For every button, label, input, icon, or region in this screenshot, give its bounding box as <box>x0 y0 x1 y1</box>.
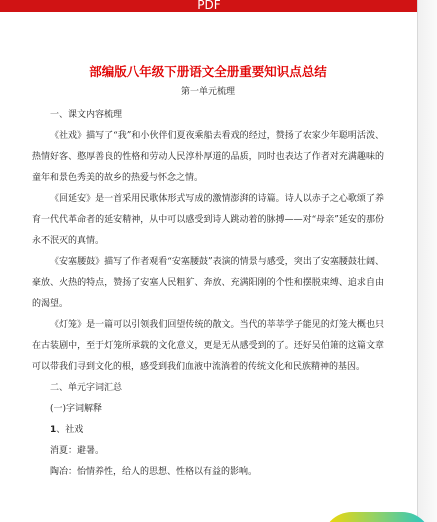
paragraph-ansai-yaogu: 《安塞腰鼓》描写了作者观看“安塞腰鼓”表演的情景与感受，突出了安塞腰鼓壮阔、豪放、火热的特点，赞扬了安塞人民粗犷、奔放、充满阳刚的个性和摆脱束缚、追求自由的渴望。 <box>32 257 384 309</box>
floating-widget-button[interactable] <box>322 512 432 522</box>
pdf-banner <box>0 0 418 12</box>
definition-item: 陶冶：怡情养性，给人的思想、性格以有益的影响。 <box>50 467 258 477</box>
pdf-label: PDF <box>197 0 221 12</box>
scrollbar-track[interactable] <box>417 0 437 522</box>
word-number: 1 <box>50 425 57 435</box>
sub-heading: (一)字词解释 <box>50 404 103 414</box>
paragraph-shexi: 《社戏》描写了“我”和小伙伴们夏夜乘船去看戏的经过，赞扬了农家少年聪明活泼、热情好客、憨厚善良的性格和劳动人民淳朴厚道的品质，同时也表达了作者对充满趣味的童年和景色秀美的故乡的热爱与怀念之情。 <box>32 131 384 183</box>
document-title: 部编版八年级下册语文全册重要知识点总结 <box>89 64 327 79</box>
paragraph-denglong: 《灯笼》是一篇可以引领我们回望传统的散文。当代的莘莘学子能见的灯笼大概也只在古装剧中，至于灯笼所承载的文化意义，更是无从感受到的了。还好吴伯箫的这篇文章可以带我们寻到文化的根，感受到我们血液中流淌着的传统文化和民族精神的基因。 <box>32 320 384 372</box>
definition-item: 消夏：避暑。 <box>50 446 105 456</box>
word-entry <box>32 420 384 441</box>
unit-title: 第一单元梳理 <box>180 87 235 97</box>
word-title: 、社戏 <box>56 425 84 435</box>
section-heading: 二、单元字词汇总 <box>50 383 123 393</box>
section-heading: 一、课文内容梳理 <box>50 110 123 120</box>
paragraph-huiyanan: 《回延安》是一首采用民歌体形式写成的激情澎湃的诗篇。诗人以赤子之心歌颂了养育一代代革命者的延安精神，从中可以感受到诗人跳动着的脉搏——对“母亲”延安的那份永不泯灭的真情。 <box>32 194 384 246</box>
document-content <box>32 60 384 483</box>
